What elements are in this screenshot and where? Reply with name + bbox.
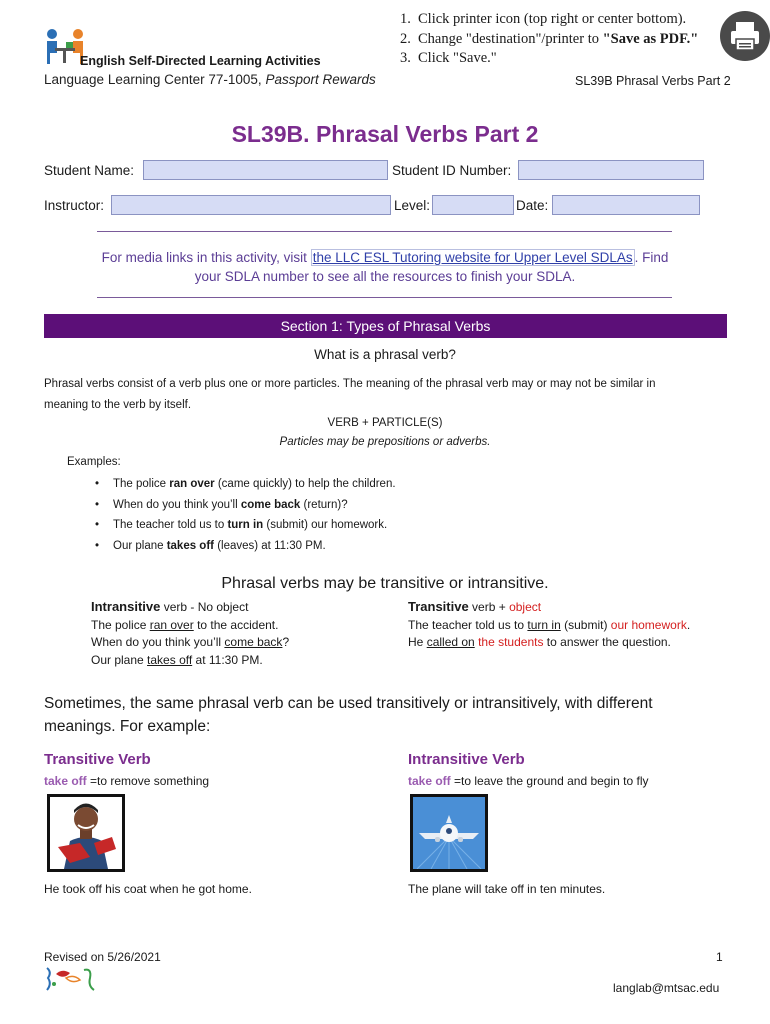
center-line-text: Language Learning Center 77-1005, [44,72,266,87]
list-item: • The police ran over (came quickly) to help the children. [91,474,396,495]
activity-code: SL39B Phrasal Verbs Part 2 [575,74,731,88]
program-name: English Self-Directed Learning Activities [80,54,321,68]
level-label: Level: [394,198,431,213]
transitive-sentence: He took off his coat when he got home. [44,882,252,896]
student-id-field[interactable] [518,160,704,180]
print-instructions [400,10,698,69]
formula: VERB + PARTICLE(S) [327,417,443,429]
date-field[interactable] [552,195,700,215]
media-notice [60,248,710,286]
instruction-3: 3. Click "Save." [400,50,497,66]
instruction-2: 2. Change "destination"/printer to "Save as PDF." [400,30,699,47]
intransitive-example: Our plane takes off at 11:30 PM. [91,652,263,667]
student-id-label: Student ID Number: [392,163,512,178]
intransitive-example: When do you think you’ll come back? [91,635,290,649]
transitive-verb-def: take off =to remove something [44,774,210,788]
revised-date: Revised on 5/26/2021 [44,950,161,964]
media-notice-line1: For media links in this activity, visit the LLC ESL Tutoring website for Upper Level SDLAs . Find [101,250,669,265]
intransitive-block [91,598,289,669]
sometimes-paragraph: Sometimes, the same phrasal verb can be used transitively or intransitively, with different meanings. For example: [44,695,653,735]
transitive-example: The teacher told us to turn in (submit) our homework. [408,617,691,632]
instruction-1: 1. Click printer icon (top right or center bottom). [400,11,687,27]
formula-note: Particles may be prepositions or adverbs. [279,436,491,448]
sdla-website-link[interactable]: the LLC ESL Tutoring website for Upper Level SDLAs [312,250,633,265]
transitive-verb-heading: Transitive Verb [44,751,151,768]
list-item: • Our plane takes off (leaves) at 11:30 PM. [91,536,396,557]
level-field[interactable] [432,195,514,215]
intransitive-sentence: The plane will take off in ten minutes. [408,882,606,896]
intransitive-verb-def: take off =to leave the ground and begin to fly [408,774,649,788]
divider-top [97,231,672,232]
center-line [44,72,376,87]
media-notice-line2: your SDLA number to see all the resources to finish your SDLA. [194,269,576,284]
question-heading: What is a phrasal verb? [314,347,456,362]
print-button[interactable] [720,11,770,61]
student-name-label: Student Name: [44,163,135,178]
printer-icon [720,11,770,61]
transitive-example: He called on the students to answer the question. [408,635,671,649]
list-item: • The teacher told us to turn in (submit) our homework. [91,515,396,536]
intransitive-example: The police ran over to the accident. [91,617,279,632]
examples-list [91,474,396,556]
transitive-heading: Phrasal verbs may be transitive or intransitive. [221,575,549,592]
date-label: Date: [516,198,549,213]
instructor-label: Instructor: [44,198,105,213]
intransitive-verb-heading: Intransitive Verb [408,751,525,768]
plane-taking-off-illustration [410,794,488,872]
student-name-field[interactable] [143,160,388,180]
speech-bubbles-icon [44,964,96,994]
examples-label: Examples: [67,456,121,468]
instructor-field[interactable] [111,195,391,215]
transitive-label: Transitive verb + object [408,599,542,614]
transitive-block [408,598,690,652]
contact-email[interactable]: langlab@mtsac.edu [613,981,720,995]
page-number: 1 [716,950,723,964]
definition: Phrasal verbs consist of a verb plus one or more particles. The meaning of the phrasal verb may or may not be similar in meaning to the verb by itself. [44,378,656,411]
intransitive-label: Intransitive verb - No object [91,599,249,614]
page-title: SL39B. Phrasal Verbs Part 2 [231,121,539,147]
section-banner: Section 1: Types of Phrasal Verbs [44,314,727,338]
divider-bottom [97,297,672,298]
footer-logo [44,964,96,994]
list-item: • When do you think you’ll come back (return)? [91,495,396,516]
man-removing-coat-illustration [47,794,125,872]
passport-rewards: Passport Rewards [265,72,376,87]
